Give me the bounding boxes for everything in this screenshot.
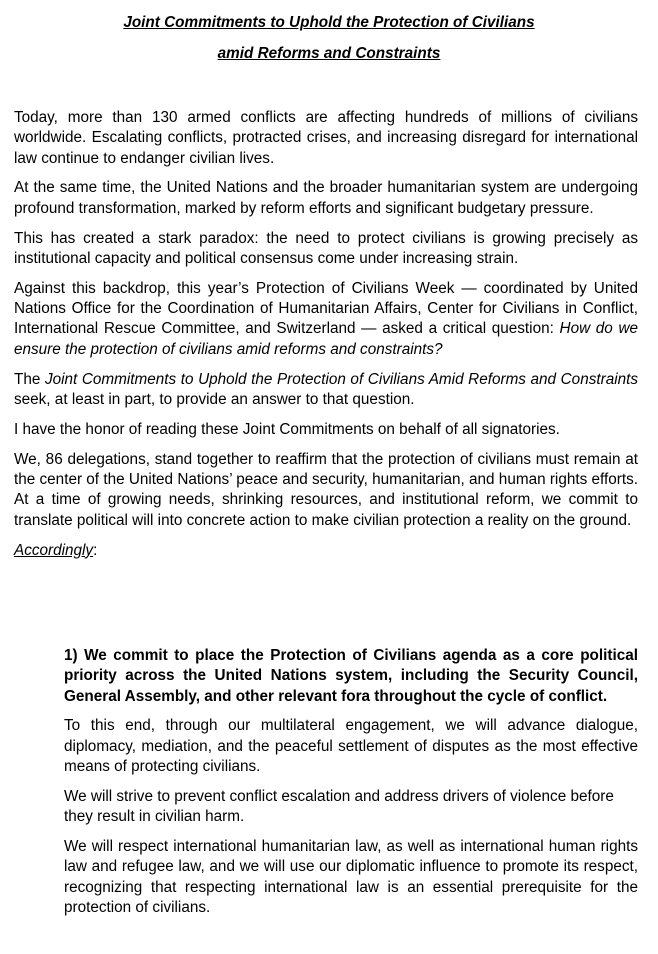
joint-commitments-prefix: The: [14, 370, 41, 388]
document-body: [14, 108, 638, 561]
paragraph-honor: I have the honor of reading these Joint Commitments on behalf of all signatories.: [14, 420, 560, 438]
commitment-1-heading: 1) We commit to place the Protection of Civilians agenda as a core political priority across the United Nations system, including the Security Council, General Assembly, and other relevant fora throughout the cycle of conflict.: [64, 647, 638, 705]
commitment-1-paragraph-dialogue: To this end, through our multilateral engagement, we will advance dialogue, diplomacy, mediation, and the peaceful settlement of disputes as the most effective means of protecting civilians.: [64, 717, 638, 776]
paragraph-accordingly: [14, 541, 638, 561]
paragraph-poc-week: [14, 279, 638, 360]
joint-commitments-suffix: seek, at least in part, to provide an answer to that question.: [14, 390, 415, 408]
critical-question: How do we ensure the protection of civilians amid reforms and constraints?: [14, 320, 639, 358]
document-title-line-2: amid Reforms and Constraints: [217, 45, 441, 62]
paragraph-joint-commitments: [14, 370, 638, 411]
paragraph-86-delegations: We, 86 delegations, stand together to reaffirm that the protection of civilians must remain at the center of the United Nations’ peace and security, humanitarian, and human rights efforts. At a time of growing needs, shrinking resources, and institutional reform, we commit to translate political will into concrete action to make civilian protection a reality on the ground.: [14, 450, 638, 529]
paragraph-un-transformation: At the same time, the United Nations and the broader humanitarian system are undergoing profound transformation, marked by reform efforts and significant budgetary pressure.: [14, 179, 638, 217]
commitment-1-paragraph-international-law: We will respect international humanitarian law, as well as international human rights law and refugee law, and we will use our diplomatic influence to promote its respect, recognizing that respecting international law is an essential prerequisite for the protection of civilians.: [64, 838, 638, 917]
joint-commitments-title: Joint Commitments to Uphold the Protection of Civilians Amid Reforms and Constraints: [44, 370, 638, 388]
commitment-1-paragraph-prevent-escalation: We will strive to prevent conflict escalation and address drivers of violence before they result in civilian harm.: [64, 787, 614, 826]
poc-week-text: Against this backdrop, this year’s Protection of Civilians Week — coordinated by United Nations Office for the Coordination of Humanitarian Affairs, Center for Civilians in Conflict, International Rescue Committee, and Switzerland — asked a critical question:: [14, 279, 638, 338]
accordingly-label: Accordingly: [14, 541, 94, 559]
accordingly-colon: :: [93, 541, 98, 559]
document-title-line-1: Joint Commitments to Uphold the Protection of Civilians: [123, 14, 535, 31]
paragraph-armed-conflicts: Today, more than 130 armed conflicts are affecting hundreds of millions of civilians worldwide. Escalating conflicts, protracted crises, and increasing disregard for international law continue to endanger civilian lives.: [14, 109, 638, 167]
commitment-1-section: [64, 646, 638, 928]
paragraph-stark-paradox: This has created a stark paradox: the need to protect civilians is growing precisely as institutional capacity and political consensus come under increasing strain.: [14, 229, 638, 267]
